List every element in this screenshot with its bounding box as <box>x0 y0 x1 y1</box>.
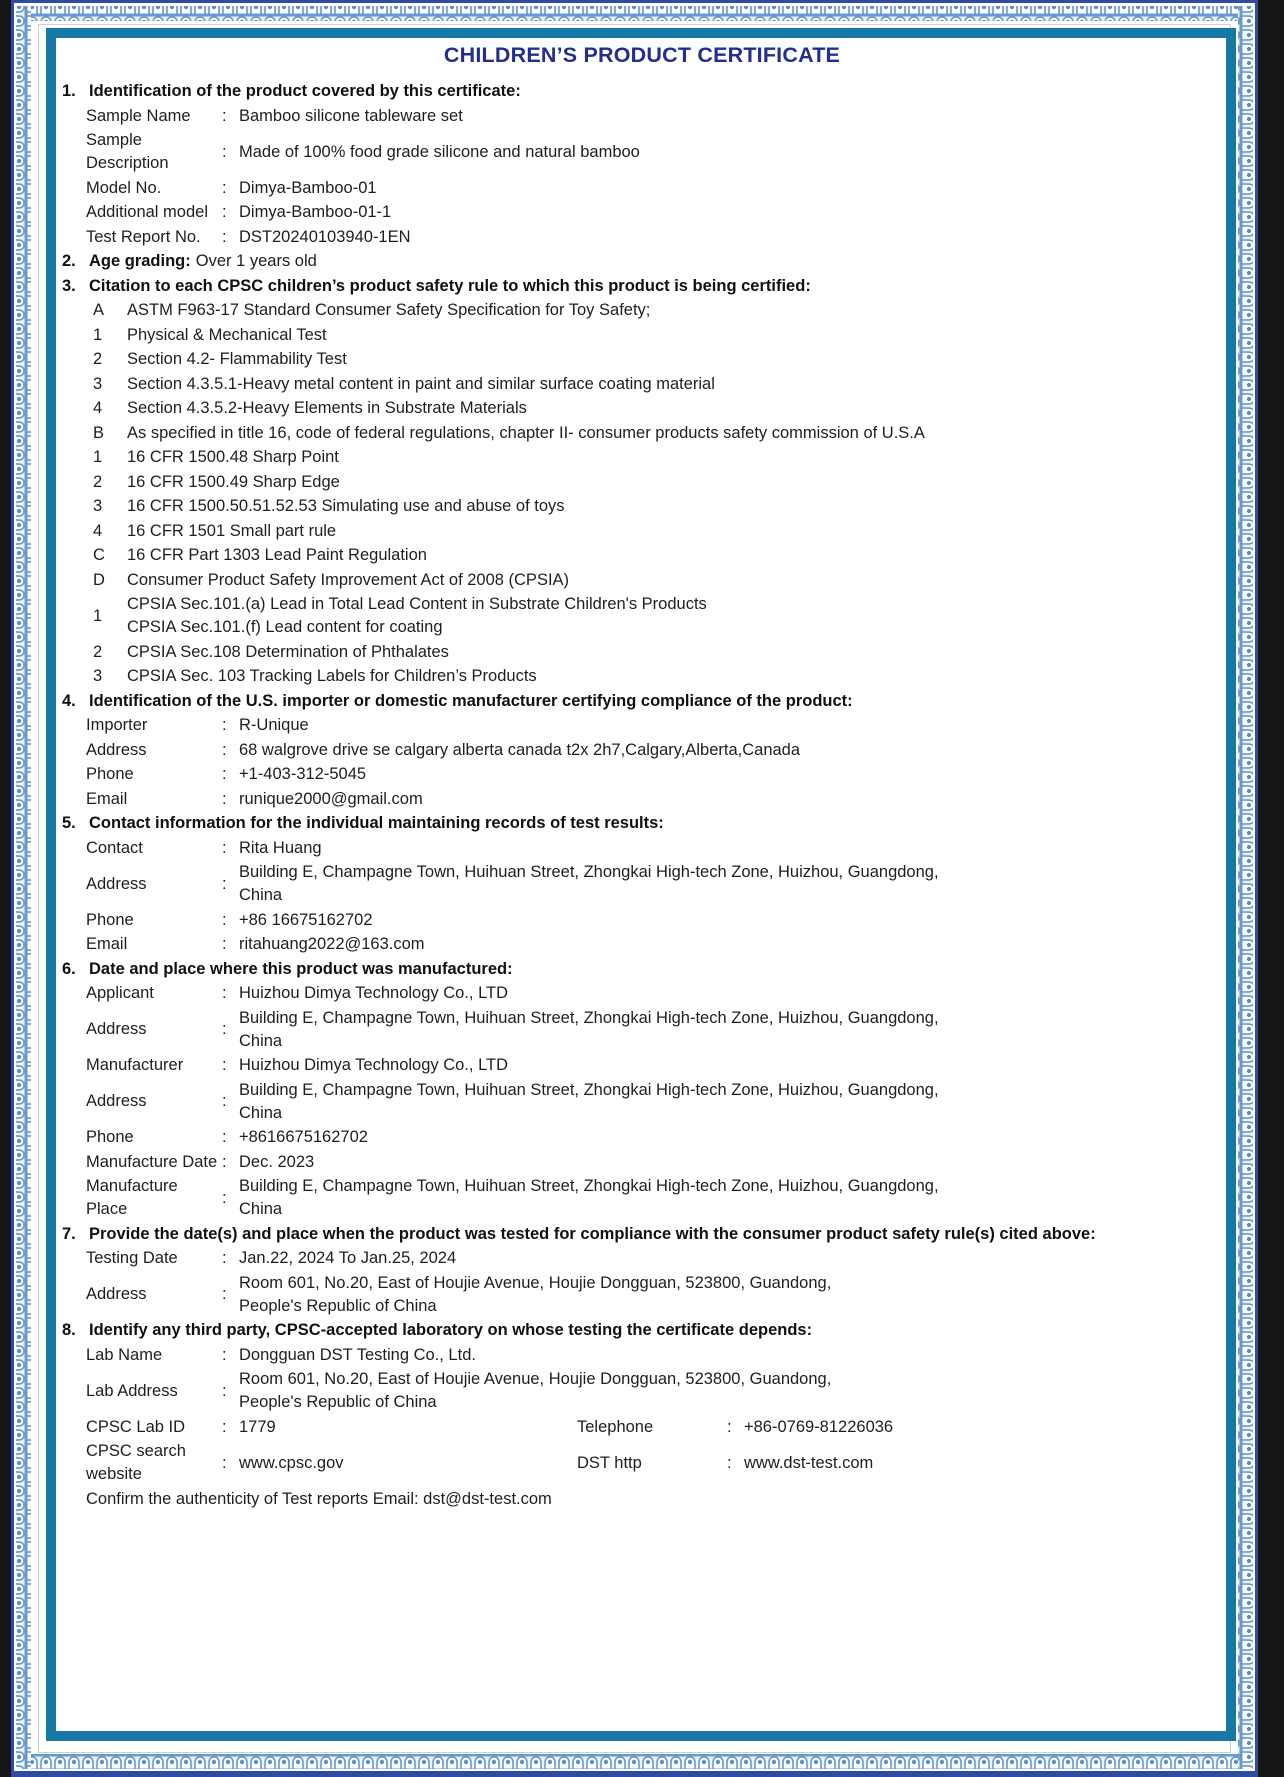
section-title: Citation to each CPSC children’s product safety rule to which this product is being certified: <box>89 276 811 295</box>
colon-separator: : <box>222 1417 227 1436</box>
item-marker: 1 <box>93 606 103 625</box>
section-heading <box>62 1319 1222 1342</box>
sections-container <box>62 80 1222 1511</box>
field-label: Manufacture Date <box>86 1152 218 1171</box>
field-value: R-Unique <box>239 716 309 734</box>
field-row <box>86 1440 1222 1486</box>
item-marker: 1 <box>93 448 103 466</box>
field-value-line: China <box>239 1200 283 1218</box>
section-heading <box>62 80 1222 103</box>
field-value: Rita Huang <box>239 838 322 857</box>
field-label: Manufacture Place <box>86 1177 178 1218</box>
colon-separator: : <box>222 142 227 161</box>
field-row <box>86 763 1222 786</box>
section-title: Age grading: <box>89 252 191 270</box>
field-value: www.cpsc.gov <box>239 1453 344 1472</box>
item-text <box>127 593 1222 639</box>
field-label: CPSC Lab ID <box>86 1417 186 1436</box>
chain-band-left <box>16 6 31 1769</box>
colon-separator: : <box>222 1285 227 1303</box>
field-value: +86 16675162702 <box>239 910 373 929</box>
item-marker: 4 <box>93 521 103 540</box>
item-marker: 3 <box>93 374 103 393</box>
section-8 <box>62 1319 1222 1511</box>
field-value-line: Building E, Champagne Town, Huihuan Street, Zhongkai High-tech Zone, Huizhou, Guangdong, <box>239 1177 939 1195</box>
item-text: Consumer Product Safety Improvement Act of 2008 (CPSIA) <box>127 570 570 589</box>
field-label: Applicant <box>86 984 154 1002</box>
citation-item <box>93 397 1222 420</box>
section-2 <box>62 250 1222 273</box>
field-row <box>86 1079 1222 1125</box>
section-title: Identification of the U.S. importer or domestic manufacturer certifying compliance of the product: <box>89 691 853 710</box>
section-heading <box>62 1223 1222 1246</box>
field-row <box>86 1007 1222 1053</box>
field-label: Lab Name <box>86 1345 163 1364</box>
field-row <box>86 1344 1222 1367</box>
section-heading <box>62 690 1222 713</box>
item-text: 16 CFR Part 1303 Lead Paint Regulation <box>127 546 427 564</box>
field-label: Contact <box>86 838 143 857</box>
field-value <box>239 1175 939 1221</box>
field-label: Lab Address <box>86 1381 178 1400</box>
colon-separator: : <box>222 1381 227 1400</box>
field-label: Address <box>86 1092 147 1110</box>
field-label: Manufacturer <box>86 1056 184 1074</box>
item-text: 16 CFR 1500.48 Sharp Point <box>127 448 339 466</box>
item-marker: 2 <box>93 472 103 491</box>
citation-item <box>93 641 1222 664</box>
section-number: 5. <box>62 814 76 832</box>
colon-separator: : <box>222 789 227 808</box>
field-value: 1779 <box>239 1417 276 1436</box>
field-value-line: Building E, Champagne Town, Huihuan Street, Zhongkai High-tech Zone, Huizhou, Guangdong, <box>239 1008 939 1027</box>
field-value <box>239 861 939 907</box>
chain-band-bottom <box>16 1754 1253 1769</box>
field-row <box>86 909 1222 932</box>
section-5 <box>62 812 1222 956</box>
field-row <box>86 105 1222 128</box>
certificate-title: CHILDREN’S PRODUCT CERTIFICATE <box>443 43 841 67</box>
field-label: Email <box>86 935 128 953</box>
item-text-line: CPSIA Sec.101.(f) Lead content for coating <box>127 618 443 636</box>
field-value-line: People's Republic of China <box>239 1296 437 1315</box>
field-value: DST20240103940-1EN <box>239 227 411 246</box>
field-value: Dimya-Bamboo-01 <box>239 178 377 197</box>
section-heading <box>62 958 1222 981</box>
field-label: Test Report No. <box>86 227 201 246</box>
section-number: 3. <box>62 276 76 295</box>
field-label: CPSC search website <box>86 1442 186 1483</box>
item-marker: 3 <box>93 497 103 515</box>
colon-separator: : <box>222 1152 227 1171</box>
field-value-line: China <box>239 886 283 904</box>
section-number: 4. <box>62 691 76 710</box>
colon-separator: : <box>222 203 227 221</box>
field-label: Telephone <box>577 1417 654 1436</box>
field-value: 68 walgrove drive se calgary alberta canada t2x 2h7,Calgary,Alberta,Canada <box>239 740 801 759</box>
field-value: +86-0769-81226036 <box>744 1417 894 1436</box>
section-heading <box>62 812 1222 835</box>
field-label: Address <box>86 874 147 893</box>
field-value: Jan.22, 2024 To Jan.25, 2024 <box>239 1249 457 1267</box>
colon-separator: : <box>222 106 227 125</box>
item-text-line: CPSIA Sec.101.(a) Lead in Total Lead Content in Substrate Children's Products <box>127 595 707 613</box>
colon-separator: : <box>222 1056 227 1074</box>
section-title: Date and place where this product was manufactured: <box>89 959 513 978</box>
field-value <box>239 1079 939 1125</box>
section-number: 8. <box>62 1321 76 1339</box>
field-value: ritahuang2022@163.com <box>239 935 425 953</box>
colon-separator: : <box>222 178 227 197</box>
field-row <box>86 1272 1222 1318</box>
item-text: 16 CFR 1500.50.51.52.53 Simulating use and abuse of toys <box>127 497 565 515</box>
colon-separator: : <box>222 1453 227 1472</box>
section-title: Identification of the product covered by this certificate: <box>89 82 521 100</box>
colon-separator: : <box>222 935 227 953</box>
item-text: Section 4.2- Flammability Test <box>127 350 347 368</box>
field-value-line: People's Republic of China <box>239 1393 437 1411</box>
field-label: Phone <box>86 910 134 929</box>
field-label: Email <box>86 789 128 808</box>
field-label: Sample Description <box>86 131 169 172</box>
field-value <box>239 1272 831 1318</box>
field-row <box>86 788 1222 811</box>
citation-item <box>93 324 1222 347</box>
field-value-line: Building E, Champagne Town, Huihuan Street, Zhongkai High-tech Zone, Huizhou, Guangdong, <box>239 1080 939 1099</box>
section-number: 1. <box>62 82 76 100</box>
item-text: ASTM F963-17 Standard Consumer Safety Specification for Toy Safety; <box>127 301 651 319</box>
field-label: Phone <box>86 1128 134 1146</box>
field-row <box>86 1151 1222 1174</box>
colon-separator: : <box>222 910 227 929</box>
item-marker: 2 <box>93 642 103 661</box>
field-value: www.dst-test.com <box>744 1453 874 1472</box>
item-marker: 4 <box>93 399 103 417</box>
field-value: Dimya-Bamboo-01-1 <box>239 203 392 221</box>
colon-separator: : <box>222 1345 227 1364</box>
colon-separator: : <box>222 716 227 734</box>
section-title: Provide the date(s) and place when the product was tested for compliance with the consumer product safety rule(s) cited above: <box>89 1224 1096 1243</box>
item-text: Section 4.3.5.2-Heavy Elements in Substrate Materials <box>127 399 527 417</box>
field-row <box>86 933 1222 956</box>
field-label: Phone <box>86 765 134 783</box>
colon-separator: : <box>222 765 227 783</box>
colon-separator: : <box>222 838 227 857</box>
colon-separator: : <box>222 1128 227 1146</box>
chain-band-top <box>16 6 1253 21</box>
certificate-content <box>62 42 1222 1512</box>
item-marker: C <box>93 546 105 564</box>
section-number: 6. <box>62 959 76 978</box>
field-row <box>86 129 1222 175</box>
field-label: Testing Date <box>86 1249 178 1267</box>
citation-item <box>93 593 1222 639</box>
field-row <box>86 861 1222 907</box>
citation-item <box>93 299 1222 322</box>
field-row <box>86 837 1222 860</box>
section-7 <box>62 1223 1222 1318</box>
section-title: Contact information for the individual maintaining records of test results: <box>89 814 664 832</box>
colon-separator: : <box>222 740 227 759</box>
item-text: CPSIA Sec.108 Determination of Phthalates <box>127 642 449 661</box>
section-heading-suffix: Over 1 years old <box>195 252 317 270</box>
field-row <box>86 1416 1222 1439</box>
field-row <box>86 201 1222 224</box>
item-marker: A <box>93 301 105 319</box>
field-label: Sample Name <box>86 106 191 125</box>
field-value: Made of 100% food grade silicone and natural bamboo <box>239 142 640 161</box>
colon-separator: : <box>222 1020 227 1038</box>
citation-item <box>93 422 1222 445</box>
field-value <box>239 1368 831 1414</box>
section-heading <box>62 250 1222 273</box>
section-number: 2. <box>62 252 76 270</box>
field-label: Address <box>86 740 147 759</box>
field-value: runique2000@gmail.com <box>239 789 423 808</box>
field-value: +8616675162702 <box>239 1128 368 1146</box>
section-3 <box>62 275 1222 689</box>
section-4 <box>62 690 1222 811</box>
field-row <box>86 1175 1222 1221</box>
item-text: 16 CFR 1501 Small part rule <box>127 521 337 540</box>
section-number: 7. <box>62 1224 76 1243</box>
field-label: Importer <box>86 716 148 734</box>
citation-item <box>93 446 1222 469</box>
section-title: Identify any third party, CPSC-accepted laboratory on whose testing the certificate depends: <box>89 1321 813 1339</box>
citation-item <box>93 495 1222 518</box>
section-6 <box>62 958 1222 1222</box>
colon-separator: : <box>222 1092 227 1110</box>
section-heading <box>62 275 1222 298</box>
field-value-line: China <box>239 1103 283 1122</box>
field-label: Additional model <box>86 203 208 221</box>
field-value: Huizhou Dimya Technology Co., LTD <box>239 1056 509 1074</box>
field-label: Address <box>86 1285 147 1303</box>
colon-separator: : <box>222 874 227 893</box>
citation-item <box>93 520 1222 543</box>
field-value: Dongguan DST Testing Co., Ltd. <box>239 1345 476 1364</box>
field-row <box>86 1247 1222 1270</box>
colon-separator: : <box>727 1417 732 1436</box>
field-row <box>86 226 1222 249</box>
item-marker: B <box>93 423 105 442</box>
field-label: Address <box>86 1020 147 1038</box>
item-marker: 3 <box>93 667 103 685</box>
field-value: Dec. 2023 <box>239 1152 315 1171</box>
item-marker: 1 <box>93 325 103 344</box>
confirmation-note: Confirm the authenticity of Test reports Email: dst@dst-test.com <box>86 1489 552 1508</box>
field-value: +1-403-312-5045 <box>239 765 367 783</box>
colon-separator: : <box>222 1188 227 1207</box>
field-row <box>86 1126 1222 1149</box>
item-text: 16 CFR 1500.49 Sharp Edge <box>127 472 340 491</box>
field-label: Model No. <box>86 178 162 197</box>
certificate-page <box>11 0 1258 1777</box>
colon-separator: : <box>222 984 227 1002</box>
citation-item <box>93 665 1222 688</box>
field-value-line: China <box>239 1031 283 1050</box>
field-value <box>239 1007 939 1053</box>
field-value: Huizhou Dimya Technology Co., LTD <box>239 984 509 1002</box>
citation-item <box>93 569 1222 592</box>
field-row <box>86 714 1222 737</box>
bottom-frame-strip <box>11 1771 1258 1777</box>
field-value: Bamboo silicone tableware set <box>239 106 463 125</box>
colon-separator: : <box>222 227 227 246</box>
colon-separator: : <box>727 1453 732 1472</box>
item-marker: D <box>93 570 105 589</box>
field-label: DST http <box>577 1453 642 1472</box>
section-1 <box>62 80 1222 249</box>
item-text: CPSIA Sec. 103 Tracking Labels for Children’s Products <box>127 667 537 685</box>
item-text: Section 4.3.5.1-Heavy metal content in paint and similar surface coating material <box>127 374 715 393</box>
item-text: Physical & Mechanical Test <box>127 325 327 344</box>
field-row <box>86 982 1222 1005</box>
field-row <box>86 1368 1222 1414</box>
chain-band-right <box>1238 6 1253 1769</box>
citation-item <box>93 348 1222 371</box>
field-value-line: Building E, Champagne Town, Huihuan Street, Zhongkai High-tech Zone, Huizhou, Guangdong, <box>239 863 939 881</box>
item-text: As specified in title 16, code of federal regulations, chapter II- consumer products safety commission of U.S.A <box>127 423 925 442</box>
citation-item <box>93 471 1222 494</box>
field-row <box>86 739 1222 762</box>
field-row <box>86 177 1222 200</box>
item-marker: 2 <box>93 350 103 368</box>
colon-separator: : <box>222 1249 227 1267</box>
citation-item <box>93 544 1222 567</box>
citation-item <box>93 373 1222 396</box>
field-row <box>86 1054 1222 1077</box>
field-value-line: Room 601, No.20, East of Houjie Avenue, Houjie Dongguan, 523800, Guandong, <box>239 1273 832 1292</box>
field-value-line: Room 601, No.20, East of Houjie Avenue, Houjie Dongguan, 523800, Guandong, <box>239 1370 832 1388</box>
